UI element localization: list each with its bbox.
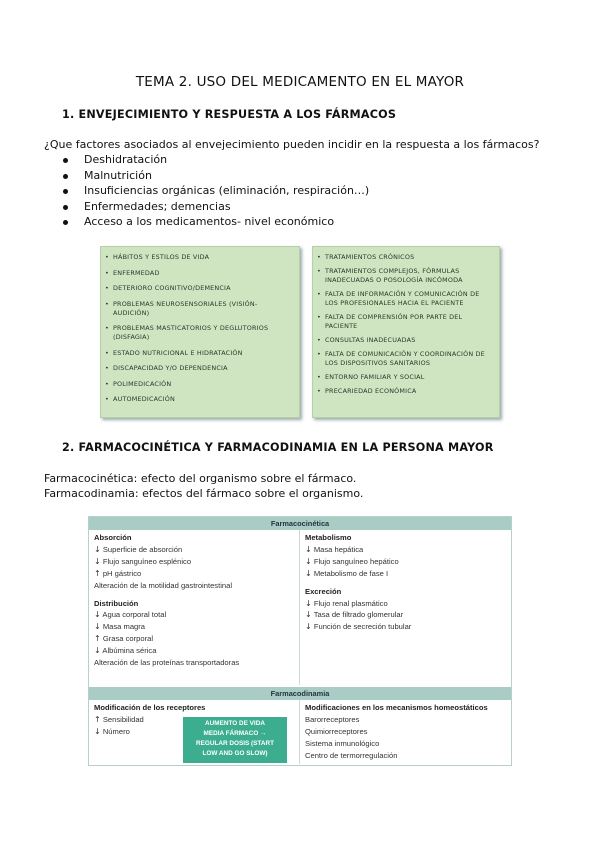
distribution-title: Distribución xyxy=(94,598,139,608)
excretion-title: Excreción xyxy=(305,586,342,596)
list-item: • HÁBITOS Y ESTILOS DE VIDA xyxy=(103,253,289,262)
list-item: • FALTA DE COMPRENSIÓN POR PARTE DEL PACIENTE xyxy=(315,313,491,331)
question-text: ¿Que factores asociados al envejecimiento pueden incidir en la respuesta a los fármacos? xyxy=(44,138,540,151)
list-item: Malnutrición xyxy=(62,168,369,184)
list-item: • TRATAMIENTOS CRÓNICOS xyxy=(315,253,491,262)
excretion-item: ↓ Función de secreción tubular xyxy=(305,622,412,632)
receptors-item: ↓ Número xyxy=(94,726,130,736)
callout-line: AUMENTO DE VIDA xyxy=(205,720,265,727)
section-heading-1: 1. ENVEJECIMIENTO Y RESPUESTA A LOS FÁRMACOS xyxy=(62,108,397,121)
distribution-item: Alteración de las proteínas transportadoras xyxy=(94,658,240,668)
receptors-title: Modificación de los receptores xyxy=(94,703,206,712)
homeostatic-item: Quimiorreceptores xyxy=(305,726,368,736)
absorption-title: Absorción xyxy=(94,533,132,542)
metabolism-section xyxy=(305,532,505,633)
excretion-item: ↓ Tasa de filtrado glomerular xyxy=(305,610,404,620)
factors-box-left xyxy=(100,246,300,418)
list-item: • DISCAPACIDAD Y/O DEPENDENCIA xyxy=(103,364,289,373)
homeostatic-title: Modificaciones en los mecanismos homeostáticos xyxy=(305,703,488,712)
callout-line: REGULAR DOSIS (START xyxy=(196,740,274,747)
column-divider xyxy=(299,530,300,685)
list-item: • FALTA DE COMUNICACIÓN Y COORDINACIÓN DE LOS DISPOSITIVOS SANITARIOS xyxy=(315,350,491,368)
band-pharmacodynamics: Farmacodinamia xyxy=(89,687,511,700)
list-item: Enfermedades; demencias xyxy=(62,199,369,215)
absorption-item: ↓ Flujo sanguíneo esplénico xyxy=(94,556,192,566)
metabolism-item: ↓ Metabolismo de fase I xyxy=(305,568,389,578)
definition-pharmacokinetics: Farmacocinética: efecto del organismo sobre el fármaco. xyxy=(44,472,357,485)
distribution-item: ↓ Masa magra xyxy=(94,622,146,632)
list-item: Deshidratación xyxy=(62,152,369,168)
half-life-callout xyxy=(183,717,287,763)
list-item: • PROBLEMAS MASTICATORIOS Y DEGLUTORIOS (DISFAGIA) xyxy=(103,324,289,342)
list-item: • CONSULTAS INADECUADAS xyxy=(315,336,491,345)
list-item: • ENFERMEDAD xyxy=(103,269,289,278)
band-pharmacokinetics: Farmacocinética xyxy=(89,517,511,530)
homeostatic-item: Sistema inmunológico xyxy=(305,738,380,748)
distribution-item: ↓ Agua corporal total xyxy=(94,610,167,620)
list-item: • ENTORNO FAMILIAR Y SOCIAL xyxy=(315,373,491,382)
receptors-item: ↑ Sensibilidad xyxy=(94,714,144,724)
list-item: Acceso a los medicamentos- nivel económico xyxy=(62,214,369,230)
homeostatic-item: Centro de termorregulación xyxy=(305,750,398,760)
callout-line: MEDIA FÁRMACO → xyxy=(203,730,267,737)
factor-list xyxy=(62,152,369,230)
metabolism-title: Metabolismo xyxy=(305,533,352,542)
pharmacology-table xyxy=(88,516,512,766)
section-heading-2: 2. FARMACOCINÉTICA Y FARMACODINAMIA EN LA PERSONA MAYOR xyxy=(62,441,494,454)
page-title: TEMA 2. USO DEL MEDICAMENTO EN EL MAYOR xyxy=(135,74,465,90)
list-item: Insuficiencias orgánicas (eliminación, respiración…) xyxy=(62,183,369,199)
list-item: • PRECARIEDAD ECONÓMICA xyxy=(315,387,491,396)
absorption-item: ↑ pH gástrico xyxy=(94,568,142,578)
distribution-item: ↑ Grasa corporal xyxy=(94,634,154,644)
list-item: • TRATAMIENTOS COMPLEJOS, FÓRMULAS INADECUADAS O POSOLOGÍA INCÓMODA xyxy=(315,267,491,285)
list-item: • DETERIORO COGNITIVO/DEMENCIA xyxy=(103,284,289,293)
excretion-item: ↓ Flujo renal plasmático xyxy=(305,598,388,608)
column-divider xyxy=(299,700,300,764)
homeostatic-section xyxy=(305,702,509,762)
absorption-section xyxy=(94,532,294,669)
metabolism-item: ↓ Masa hepática xyxy=(305,544,364,554)
absorption-item: Alteración de la motilidad gastrointestinal xyxy=(94,580,233,590)
definition-pharmacodynamics: Farmacodinamia: efectos del fármaco sobre el organismo. xyxy=(44,487,364,500)
distribution-item: ↓ Albúmina sérica xyxy=(94,646,157,656)
callout-line: LOW AND GO SLOW) xyxy=(202,750,268,757)
metabolism-item: ↓ Flujo sanguíneo hepático xyxy=(305,556,399,566)
factors-box-right xyxy=(312,246,500,418)
absorption-item: ↓ Superficie de absorción xyxy=(94,544,183,554)
list-item: • POLIMEDICACIÓN xyxy=(103,380,289,389)
list-item: • ESTADO NUTRICIONAL E HIDRATACIÓN xyxy=(103,349,289,358)
list-item: • AUTOMEDICACIÓN xyxy=(103,395,289,404)
homeostatic-item: Barorreceptores xyxy=(305,714,360,724)
list-item: • PROBLEMAS NEUROSENSORIALES (VISIÓN-AUDICIÓN) xyxy=(103,300,289,318)
list-item: • FALTA DE INFORMACIÓN Y COMUNICACIÓN DE LOS PROFESIONALES HACIA EL PACIENTE xyxy=(315,290,491,308)
